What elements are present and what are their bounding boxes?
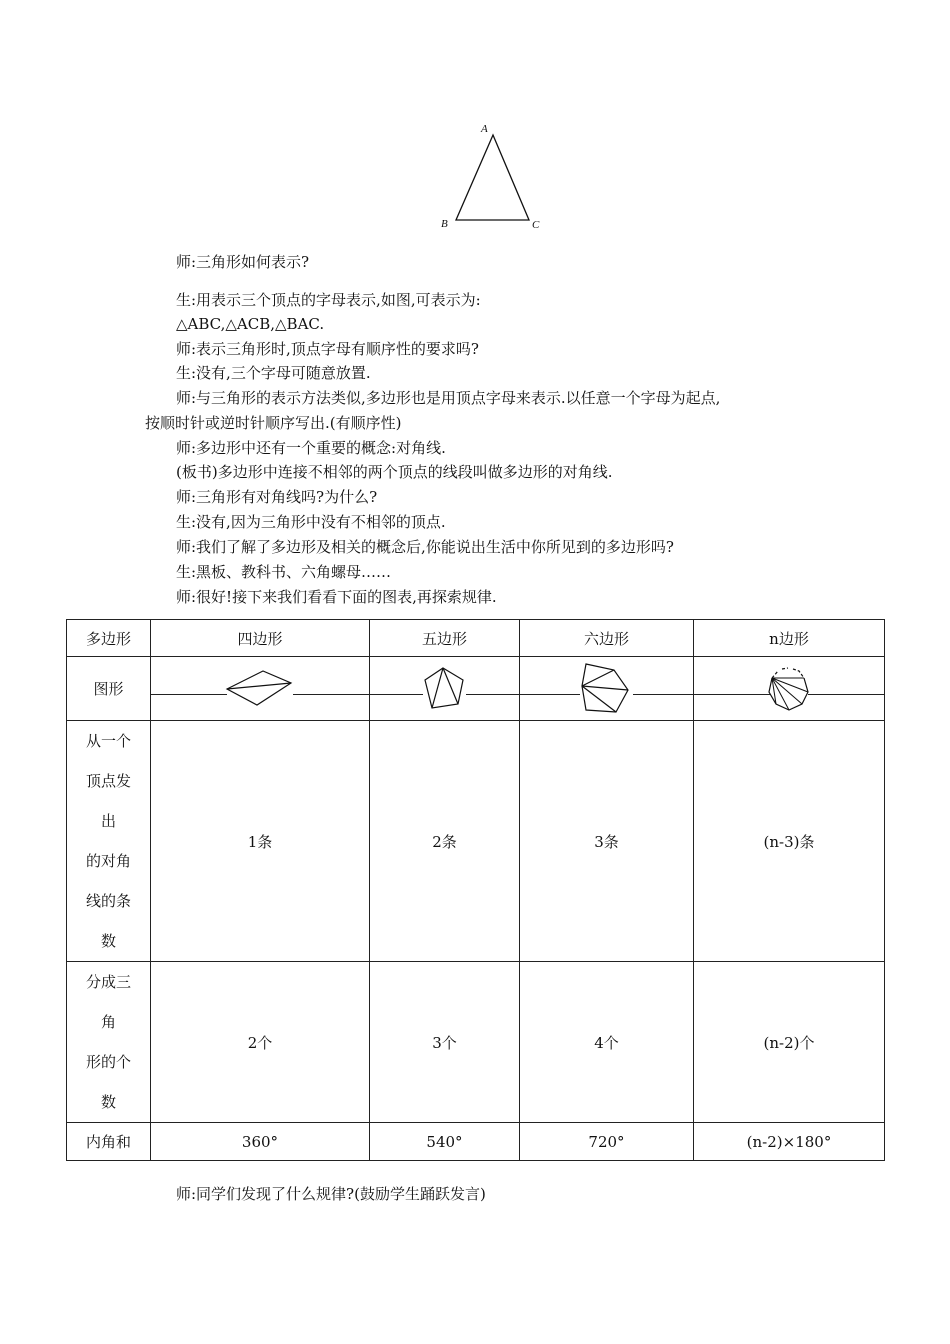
table-rule xyxy=(151,694,227,695)
row-header-line: 数 xyxy=(100,932,116,950)
dialogue-line: 师:表示三角形时,顶点字母有顺序性的要求吗? xyxy=(176,340,479,358)
n-gon-diagonal-figure xyxy=(766,666,812,712)
row-header-line: 分成三 xyxy=(85,973,131,991)
triangle-count-quadrilateral: 2个 xyxy=(151,962,370,1123)
dialogue-line: 生:没有,三个字母可随意放置. xyxy=(176,364,371,382)
row-header-angle-sum: 内角和 xyxy=(67,1123,151,1161)
dialogue-line: 生:黑板、教科书、六角螺母…… xyxy=(176,563,392,581)
triangle-abc-shape xyxy=(456,135,529,220)
vertex-label-a: A xyxy=(481,123,488,135)
angle-sum-hexagon: 720° xyxy=(520,1123,694,1161)
col-header-quadrilateral: 四边形 xyxy=(151,620,370,657)
dialogue-line: 师:与三角形的表示方法类似,多边形也是用顶点字母来表示.以任意一个字母为起点, xyxy=(176,389,721,407)
triangle-count-hexagon: 4个 xyxy=(520,962,694,1123)
table-rule xyxy=(633,694,693,695)
figure-cell-n-gon xyxy=(694,657,885,721)
vertex-label-b: B xyxy=(441,218,448,230)
dialogue-line: 按顺时针或逆时针顺序写出.(有顺序性) xyxy=(145,414,402,432)
vertex-label-c: C xyxy=(532,219,540,231)
table-rule xyxy=(694,694,770,695)
angle-sum-quadrilateral: 360° xyxy=(151,1123,370,1161)
diagonal-count-quadrilateral: 1条 xyxy=(151,721,370,962)
angle-sum-pentagon: 540° xyxy=(370,1123,520,1161)
row-header-line: 的对角 xyxy=(85,852,131,870)
definition-line: (板书)多边形中连接不相邻的两个顶点的线段叫做多边形的对角线. xyxy=(176,463,613,481)
dialogue-line: 师:三角形有对角线吗?为什么? xyxy=(176,488,378,506)
dialogue-line: 师:很好!接下来我们看看下面的图表,再探索规律. xyxy=(176,588,497,606)
table-row-angle-sum xyxy=(67,1123,885,1161)
row-header-line: 角 xyxy=(100,1013,116,1031)
polygon-diagonal-table xyxy=(66,619,885,1161)
dialogue-line: 生:用表示三个顶点的字母表示,如图,可表示为: xyxy=(176,291,481,309)
diagonal-count-n-gon: (n-3)条 xyxy=(694,721,885,962)
dialogue-line: 师:多边形中还有一个重要的概念:对角线. xyxy=(176,439,446,457)
row-header-diagonal-count xyxy=(67,721,151,962)
row-header-figure: 图形 xyxy=(67,657,151,721)
row-header-line: 形的个 xyxy=(85,1053,131,1071)
col-header-n-gon: n边形 xyxy=(694,620,885,657)
diagonal-count-pentagon: 2条 xyxy=(370,721,520,962)
table-rule xyxy=(808,694,884,695)
row-header-line: 数 xyxy=(100,1093,116,1111)
row-header-polygon: 多边形 xyxy=(67,620,151,657)
triangle-count-n-gon: (n-2)个 xyxy=(694,962,885,1123)
row-header-line: 线的条 xyxy=(85,892,131,910)
table-rule xyxy=(293,694,369,695)
table-row-header xyxy=(67,620,885,657)
table-rule xyxy=(520,694,580,695)
table-row-triangles xyxy=(67,962,885,1123)
diagonal-count-hexagon: 3条 xyxy=(520,721,694,962)
row-header-triangle-count xyxy=(67,962,151,1123)
row-header-line: 顶点发 xyxy=(85,772,131,790)
dialogue-line: △ABC,△ACB,△BAC. xyxy=(176,315,325,333)
angle-sum-n-gon: (n-2)×180° xyxy=(694,1123,885,1161)
table-row-figures xyxy=(67,657,885,721)
table-row-diagonals xyxy=(67,721,885,962)
hexagon-diagonal-figure xyxy=(580,662,634,716)
closing-question: 师:同学们发现了什么规律?(鼓励学生踊跃发言) xyxy=(176,1185,486,1203)
triangle-count-pentagon: 3个 xyxy=(370,962,520,1123)
pentagon-diagonal-figure xyxy=(422,666,468,712)
table-rule xyxy=(370,694,423,695)
triangle-abc-figure xyxy=(436,118,548,234)
dialogue-line: 师:三角形如何表示? xyxy=(176,253,310,271)
dialogue-line: 生:没有,因为三角形中没有不相邻的顶点. xyxy=(176,513,446,531)
figure-cell-hexagon xyxy=(520,657,694,721)
table-rule xyxy=(466,694,519,695)
figure-cell-pentagon xyxy=(370,657,520,721)
row-header-line: 出 xyxy=(100,812,116,830)
col-header-pentagon: 五边形 xyxy=(370,620,520,657)
row-header-line: 从一个 xyxy=(85,732,131,750)
quadrilateral-diagonal-figure xyxy=(225,669,295,709)
figure-cell-quadrilateral xyxy=(151,657,370,721)
dialogue-line: 师:我们了解了多边形及相关的概念后,你能说出生活中你所见到的多边形吗? xyxy=(176,538,674,556)
col-header-hexagon: 六边形 xyxy=(520,620,694,657)
